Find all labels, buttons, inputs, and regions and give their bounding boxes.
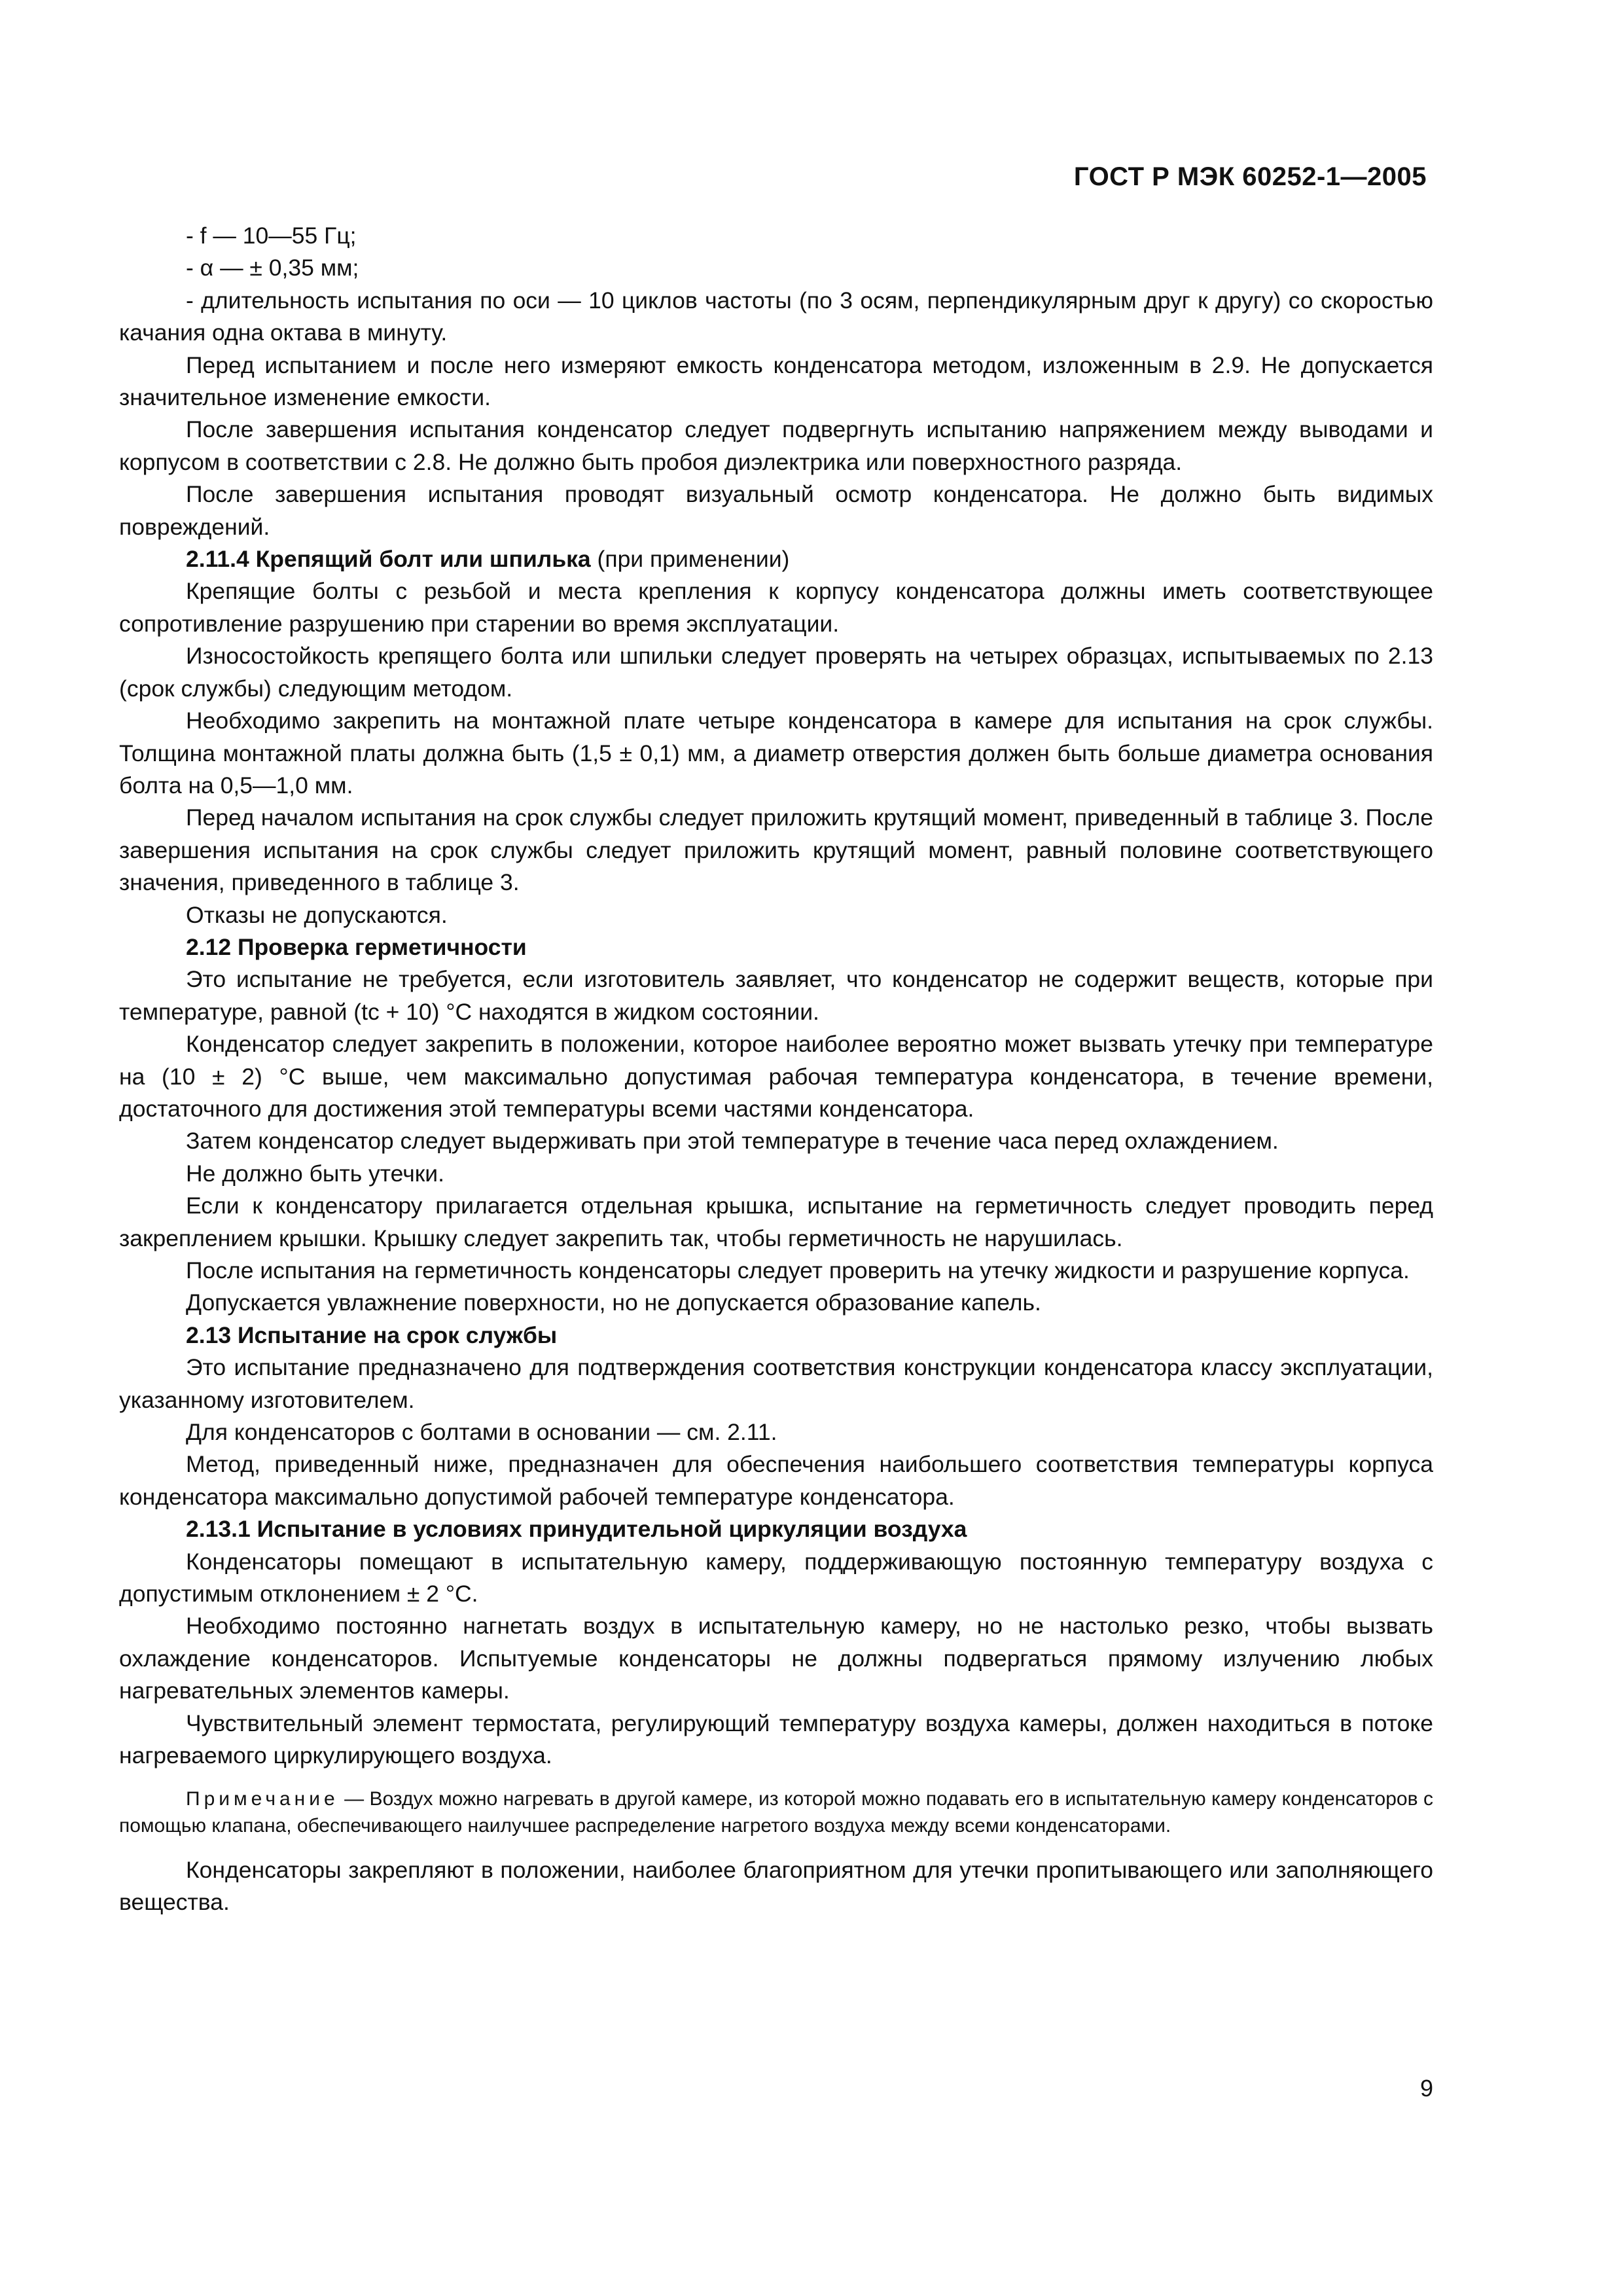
paragraph: Для конденсаторов с болтами в основании — см. 2.11.	[186, 1419, 777, 1446]
paragraph: Не должно быть утечки.	[186, 1160, 444, 1187]
paragraph: Износостойкость крепящего болта или шпильки следует проверять на четырех образцах, испытываемых по 2.13 (срок службы) следующим методом.	[119, 643, 1433, 702]
note-text: — Воздух можно нагревать в другой камере, из которой можно подавать его в испытательную камеру конденсаторов с помощью клапана, обеспечивающего наилучшее распределение нагретого воздуха между всеми конденсаторами.	[119, 1787, 1433, 1837]
paragraph: Это испытание предназначено для подтверждения соответствия конструкции конденсатора классу эксплуатации, указанному изготовителем.	[119, 1354, 1433, 1413]
paragraph: После испытания на герметичность конденсаторы следует проверить на утечку жидкости и разрушение корпуса.	[186, 1257, 1410, 1283]
paragraph: Метод, приведенный ниже, предназначен для обеспечения наибольшего соответствия температуры корпуса конденсатора максимально допустимой рабочей температуре конденсатора.	[119, 1451, 1433, 1510]
paragraph: Это испытание не требуется, если изготовитель заявляет, что конденсатор не содержит веществ, которые при температуре, равной (tc + 10) °С находятся в жидком состоянии.	[119, 966, 1433, 1025]
note	[119, 1785, 1433, 1840]
document-body	[119, 220, 1433, 1918]
paragraph: - f — 10—55 Гц;	[186, 223, 357, 249]
paragraph: Отказы не допускаются.	[186, 901, 448, 928]
paragraph: Конденсаторы закрепляют в положении, наиболее благоприятном для утечки пропитывающего или заполняющего вещества.	[119, 1856, 1433, 1915]
paragraph: Перед испытанием и после него измеряют емкость конденсатора методом, изложенным в 2.9. Не допускается значительное изменение емкости.	[119, 351, 1433, 411]
paragraph: Конденсатор следует закрепить в положении, которое наиболее вероятно может вызвать утечку при температуре на (10 ± 2) °С выше, чем максимально допустимая рабочая температура конденсатора, в течение времени, достаточного для достижения этой температуры всеми частями конденсатора.	[119, 1031, 1433, 1122]
section-heading: 2.11.4 Крепящий болт или шпилька	[186, 546, 591, 573]
paragraph: Чувствительный элемент термостата, регулирующий температуру воздуха камеры, должен находиться в потоке нагреваемого циркулирующего воздуха.	[119, 1710, 1433, 1769]
section-heading: 2.12 Проверка герметичности	[186, 933, 527, 960]
paragraph: Необходимо закрепить на монтажной плате четыре конденсатора в камере для испытания на срок службы. Толщина монтажной платы должна быть (1,5 ± 0,1) мм, а диаметр отверстия должен быть больше диаметра основания болта на 0,5—1,0 мм.	[119, 708, 1433, 798]
paragraph: Необходимо постоянно нагнетать воздух в испытательную камеру, но не настолько резко, чтобы вызвать охлаждение конденсаторов. Испытуемые конденсаторы не должны подвергаться прямому излучению любых нагревательных элементов камеры.	[119, 1613, 1433, 1704]
paragraph: - длительность испытания по оси — 10 циклов частоты (по 3 осям, перпендикулярным друг к другу) со скоростью качания одна октава в минуту.	[119, 287, 1433, 346]
section-heading: 2.13.1 Испытание в условиях принудительной циркуляции воздуха	[186, 1516, 967, 1543]
page-number: 9	[1419, 2075, 1433, 2102]
paragraph: Крепящие болты с резьбой и места крепления к корпусу конденсатора должны иметь соответствующее сопротивление разрушению при старении во время эксплуатации.	[119, 578, 1433, 637]
paragraph: - α — ± 0,35 мм;	[186, 255, 359, 281]
paragraph: Затем конденсатор следует выдерживать при этой температуре в течение часа перед охлаждением.	[186, 1128, 1279, 1155]
section-heading: 2.13 Испытание на срок службы	[186, 1321, 558, 1348]
paragraph: После завершения испытания проводят визуальный осмотр конденсатора. Не должно быть видимых повреждений.	[119, 481, 1433, 540]
paragraph: Перед началом испытания на срок службы следует приложить крутящий момент, приведенный в таблице 3. После завершения испытания на срок службы следует приложить крутящий момент, равный половине соответствующего значения, приведенного в таблице 3.	[119, 804, 1433, 896]
paragraph	[119, 543, 1433, 575]
document-header: ГОСТ Р МЭК 60252-1—2005	[1073, 162, 1427, 191]
note-label: Примечание	[186, 1787, 339, 1810]
paragraph: После завершения испытания конденсатор следует подвергнуть испытанию напряжением между выводами и корпусом в соответствии с 2.8. Не должно быть пробоя диэлектрика или поверхностного разряда.	[119, 416, 1433, 475]
heading-note: (при применении)	[590, 546, 790, 573]
paragraph: Допускается увлажнение поверхности, но не допускается образование капель.	[186, 1289, 1041, 1316]
paragraph: Если к конденсатору прилагается отдельная крышка, испытание на герметичность следует проводить перед закреплением крышки. Крышку следует закрепить так, чтобы герметичность не нарушилась.	[119, 1193, 1433, 1251]
paragraph: Конденсаторы помещают в испытательную камеру, поддерживающую постоянную температуру воздуха с допустимым отклонением ± 2 °С.	[119, 1548, 1433, 1607]
